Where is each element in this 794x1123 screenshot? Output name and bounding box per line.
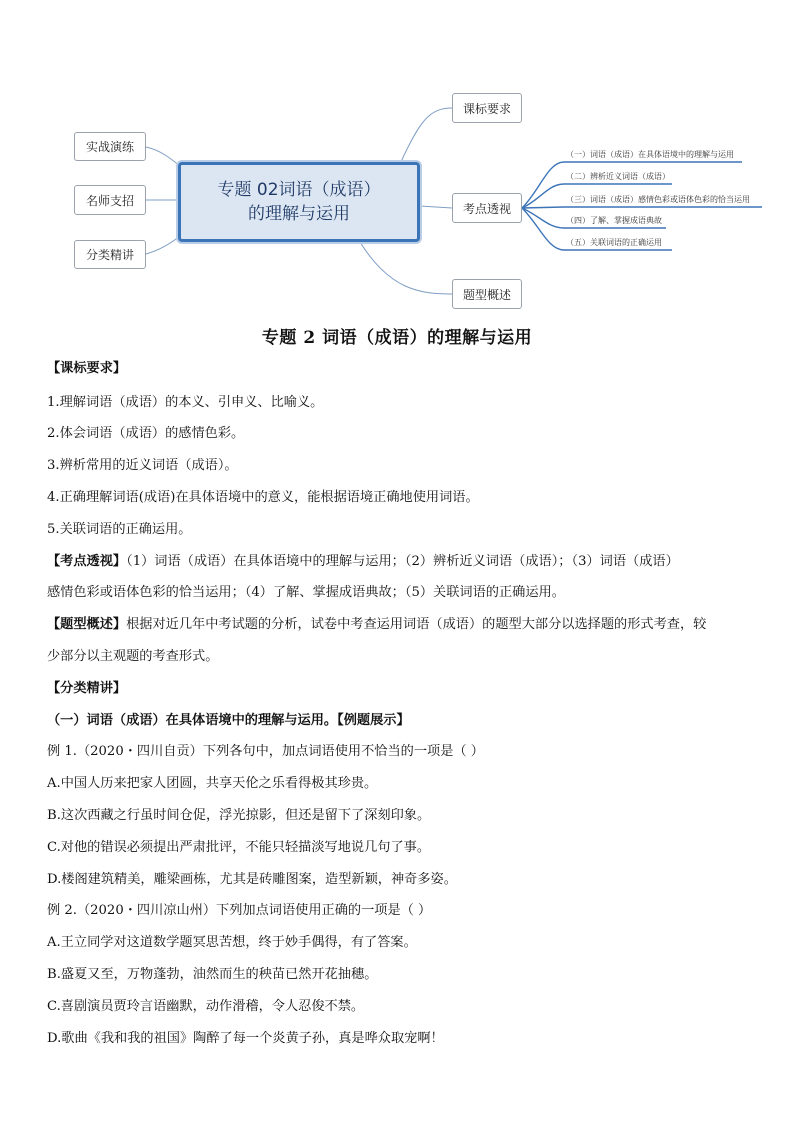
node-shizhan-yanlian: 实战演练 — [74, 132, 146, 161]
tixing-paragraph-line2: 少部分以主观题的考查形式。 — [47, 649, 219, 664]
kebiao-item-4: 4.正确理解词语(成语)在具体语境中的意义，能根据语境正确地使用词语。 — [47, 490, 479, 505]
example-2-question: 例 2.（2020・四川凉山州）下列加点词语使用正确的一项是（ ） — [47, 903, 432, 918]
kaodian-item-5: （五）关联词语的正确运用 — [566, 238, 662, 247]
connector-fenlei — [146, 236, 180, 254]
tixing-text-1: 根据对近几年中考试题的分析，试卷中考查运用词语（成语）的题型大部分以选择题的形式考查，较 — [126, 617, 707, 632]
connector-kaodian — [420, 206, 452, 208]
kaodian-item-3: （三）词语（成语）感情色彩或语体色彩的恰当运用 — [566, 195, 750, 204]
example-1-option-b: B.这次西藏之行虽时间仓促，浮光掠影，但还是留下了深刻印象。 — [47, 808, 431, 823]
connector-kebiao — [400, 108, 452, 164]
section-1-heading: （一）词语（成语）在具体语境中的理解与运用。【例题展示】 — [47, 713, 410, 728]
mind-map-center-topic — [178, 162, 420, 242]
kaodian-text-1: （1）词语（成语）在具体语境中的理解与运用；（2）辨析近义词语（成语）；（3）词语（成语） — [126, 554, 679, 569]
fenlei-heading: 【分类精讲】 — [47, 681, 127, 696]
connector-shizhan — [146, 147, 180, 166]
mind-map — [0, 0, 794, 320]
node-kebiao-yaoqiu: 课标要求 — [452, 93, 522, 123]
tixing-paragraph-line1 — [47, 615, 757, 635]
example-2-option-d: D.歌曲《我和我的祖国》陶醉了每一个炎黄子孙，真是哗众取宠啊！ — [47, 1031, 444, 1046]
connector-tixing — [360, 242, 452, 294]
kebiao-item-3: 3.辨析常用的近义词语（成语）。 — [47, 458, 238, 473]
example-2-option-c: C.喜剧演员贾玲言语幽默，动作滑稽，令人忍俊不禁。 — [47, 999, 365, 1014]
node-tixing-gaishu: 题型概述 — [452, 279, 522, 309]
kebiao-item-1: 1.理解词语（成语）的本义、引申义、比喻义。 — [47, 395, 324, 410]
example-1-option-c: C.对他的错误必须提出严肃批评，不能只轻描淡写地说几句了事。 — [47, 840, 431, 855]
tixing-label: 【题型概述】 — [47, 617, 127, 632]
center-topic-line2: 的理解与运用 — [248, 204, 350, 224]
page-title: 专题 2 词语（成语）的理解与运用 — [261, 328, 533, 348]
center-topic-line1: 专题 02词语（成语） — [217, 180, 381, 200]
kaodian-paragraph-line1 — [47, 552, 757, 572]
kaodian-paragraph-line2: 感情色彩或语体色彩的恰当运用；（4）了解、掌握成语典故；（5）关联词语的正确运用。 — [47, 585, 565, 600]
kebiao-item-5: 5.关联词语的正确运用。 — [47, 522, 192, 537]
kebiao-heading: 【课标要求】 — [47, 361, 127, 376]
kaodian-item-2: （二）辨析近义词语（成语） — [566, 172, 670, 181]
kebiao-item-2: 2.体会词语（成语）的感情色彩。 — [47, 426, 245, 441]
example-2-option-a: A.王立同学对这道数学题冥思苦想，终于妙手偶得，有了答案。 — [47, 935, 417, 950]
kaodian-item-1: （一）词语（成语）在具体语境中的理解与运用 — [566, 150, 734, 159]
kaodian-item-4: （四）了解、掌握成语典故 — [566, 216, 662, 225]
node-mingshi-zhizhao: 名师支招 — [74, 185, 146, 215]
connector-kd3 — [522, 207, 762, 208]
example-1-question: 例 1.（2020・四川自贡）下列各句中，加点词语使用不恰当的一项是（ ） — [47, 744, 484, 759]
node-kaodian-toushi: 考点透视 — [452, 193, 522, 223]
kaodian-label: 【考点透视】 — [47, 554, 127, 569]
node-fenlei-jingjiang: 分类精讲 — [74, 240, 146, 269]
example-1-option-a: A.中国人历来把家人团圆，共享天伦之乐看得极其珍贵。 — [47, 776, 378, 791]
example-2-option-b: B.盛夏又至，万物蓬勃，油然而生的秧苗已然开花抽穗。 — [47, 967, 378, 982]
example-1-option-d: D.楼阁建筑精美，雕梁画栋，尤其是砖雕图案，造型新颖，神奇多姿。 — [47, 872, 457, 887]
